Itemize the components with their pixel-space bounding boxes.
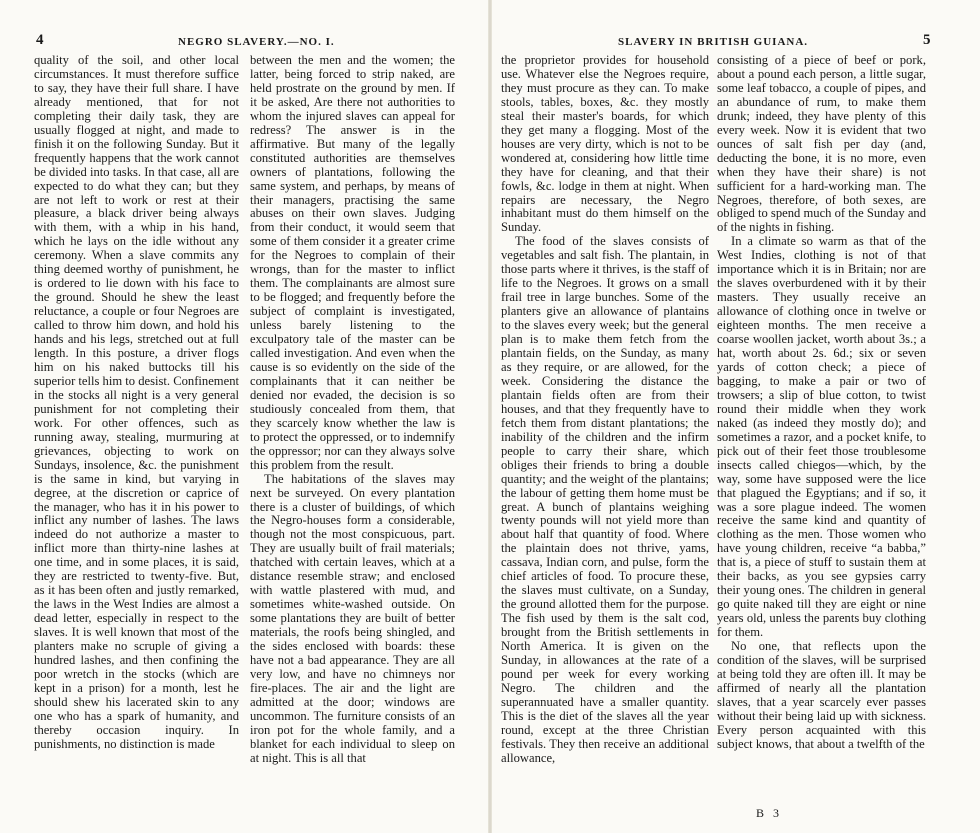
left-column-2	[250, 54, 455, 766]
left-page-number: 4	[36, 32, 44, 48]
paragraph: In a climate so warm as that of the West Indies, clothing is not of that importance which it is in Britain; nor are the slaves overburdened with it by their masters. They usually receive an allowance of clothing once in twelve or eighteen months. The men receive a coarse woollen jacket, worth about 3s.; a hat, worth about 2s. 6d.; six or seven yards of cotton check; a piece of bagging, to make a pair or two of trowsers; a slip of blue cotton, to twist round their middle when they work naked (as indeed they mostly do); and sometimes a razor, and a pocket knife, to pick out of their feet those troublesome insects called chiegos—which, by the way, some have supposed were the lice that plagued the Egyptians; and if so, it was a sore plague indeed. The women receive the same kind and quantity of clothing as the men. Those women who have young children, receive “a babba,” that is, a piece of stuff to sustain them at their backs, as you see gypsies carry their young ones. The children in general go quite naked till they are eight or nine years old, unless the parents buy clothing for them.	[717, 234, 926, 640]
paragraph: The habitations of the slaves may next be surveyed. On every plantation there is a cluster of buildings, of which the Negro-houses form a considerable, though not the most conspicuous, part. They are usually built of frail materials; thatched with certain leaves, which at a distance resemble straw; and enclosed with wattle plastered with mud, and sometimes white-washed outside. On some plantations they are built of better materials, the roofs being shingled, and the sides enclosed with boards: these have not a bad appearance. They are all very low, and have no chimneys nor fire-places. The air and the light are admitted at the door; windows are uncommon. The furniture consists of an iron pot for the whole family, and a blanket for each individual to sleep on at night. This is all that	[250, 471, 455, 765]
signature-mark: B 3	[756, 806, 783, 820]
right-column-1	[501, 54, 709, 766]
paragraph: quality of the soil, and other local circumstances. It must therefore suffice to say, they have their full share. I have already mentioned, that for not completing their daily task, they are usually flogged at night, and made to finish it on the following Sunday. But it frequently happens that the work cannot be divided into tasks. In that case, all are expected to do what they can; but they are not left to work or rest at their pleasure, a black driver being always with them, with a whip in his hand, which he lays on the idle without any ceremony. When a slave commits any thing deemed worthy of punishment, he is ordered to lie down with his face to the ground. Should he shew the least reluctance, a couple or four Negroes are called to throw him down, and hold his hands and his legs, stretched out at full length. In this posture, a driver flogs him on his naked buttocks till his superior tells him to desist. Confinement in the stocks all night is a very general punishment for not completing their work. For other offences, such as running away, stealing, murmuring at grievances, objecting to work on Sundays, insolence, &c. the punishment is the same in kind, but varying in degree, at the discretion or caprice of the manager, who has it in his power to inflict any number of lashes. The laws indeed do not authorize a master to inflict more than thirty-nine lashes at one time, and in some places, it is said, they are restricted to twenty-five. But, as it has been often and justly remarked, the laws in the West Indies are almost a dead letter, especially in respect to the slaves. It is well known that most of the planters make no scruple of giving a hundred lashes, and then confining the poor wretch in the stocks (which are kept in a prison) for a month, lest he should shew his lacerated skin to any one who has a spark of humanity, and thereby occasion inquiry. In punishments, no distinction is made	[34, 53, 239, 751]
paragraph: the proprietor provides for household use. Whatever else the Negroes require, they must procure as they can. To make stools, tables, boxes, &c. they mostly steal their master's boards, for which they get many a flogging. Most of the houses are very dirty, which is not to be wondered at, considering how little time they have for cleaning, and that their fowls, &c. lodge in them at night. When repairs are necessary, the Negro inhabitant must do them himself on the Sunday.	[501, 53, 709, 235]
left-column-1	[34, 54, 239, 752]
right-page-number: 5	[923, 32, 931, 48]
right-page	[490, 0, 980, 833]
paragraph: The food of the slaves consists of vegetables and salt fish. The plantain, in those parts where it thrives, is the staff of life to the Negroes. It grows on a small frail tree in large bunches. Some of the planters give an allowance of plantains to the slaves every week; but the general plan is to make them fetch from the plantain fields, on the Sunday, as many as they require, or are allowed, for the week. Considering the distance the plantain fields often are from their houses, and that they frequently have to fetch them from distant plantations; the inability of the children and the infirm people to carry their share, which obliges their friends to bring a double quantity; and the weight of the plantains; the labour of getting them home must be great. A bunch of plantains weighing twenty pounds will not yield more than about half that quantity of food. Where the plaintain does not thrive, yams, cassava, Indian corn, and pulse, form the chief articles of food. To procure these, the slaves must cultivate, on a Sunday, the ground allotted them for the purpose. The fish used by them is the salt cod, brought from the British settlements in North America. It is given on the Sunday, in allowances at the rate of a pound per week for every working Negro. The children and the superannuated have a smaller quantity. This is the diet of the slaves all the year round, except at the three Christian festivals. They then receive an additional allowance,	[501, 234, 709, 765]
paragraph: No one, that reflects upon the condition of the slaves, will be surprised at being told they are often ill. It may be affirmed of nearly all the plantation slaves, that a year scarcely ever passes without their being laid up with sickness. Every person acquainted with this subject knows, that about a twelfth of the	[717, 639, 926, 751]
paragraph: between the men and the women; the latter, being forced to strip naked, are held prostrate on the ground by men. If it be asked, Are there not authorities to whom the injured slaves can appeal for redress? The answer is in the affirmative. But many of the legally constituted authorities are themselves owners of plantations, following the same system, and perhaps, by means of their managers, practising the same abuses on their own slaves. Judging from their conduct, it would seem that some of them consider it a greater crime for the Negroes to complain of their wrongs, than for the master to inflict them. The complainants are almost sure to be flogged; and frequently before the subject of complaint is investigated, unless barely listening to the exculpatory tale of the master can be called investigation. And even when the cause is so evidently on the side of the complainants that it can neither be denied nor evaded, the decision is so studiously concealed from them, that they scarcely know whether the law is to protect the oppressed, or to indemnify the oppressor; nor can they always solve this problem from the result.	[250, 53, 455, 472]
left-running-head: NEGRO SLAVERY.—NO. I.	[178, 36, 335, 48]
right-running-head: SLAVERY IN BRITISH GUIANA.	[618, 36, 809, 48]
right-column-2	[717, 54, 926, 752]
paragraph: consisting of a piece of beef or pork, about a pound each person, a little sugar, some leaf tobacco, a couple of pipes, and an abundance of rum, to make them drunk; indeed, they have plenty of this every week. Now it is evident that two ounces of salt fish per day (and, deducting the bone, it is no more, even when they have their share) is not sufficient for a hard-working man. The Negroes, therefore, of both sexes, are obliged to spend much of the Sunday and of the nights in fishing.	[717, 53, 926, 235]
